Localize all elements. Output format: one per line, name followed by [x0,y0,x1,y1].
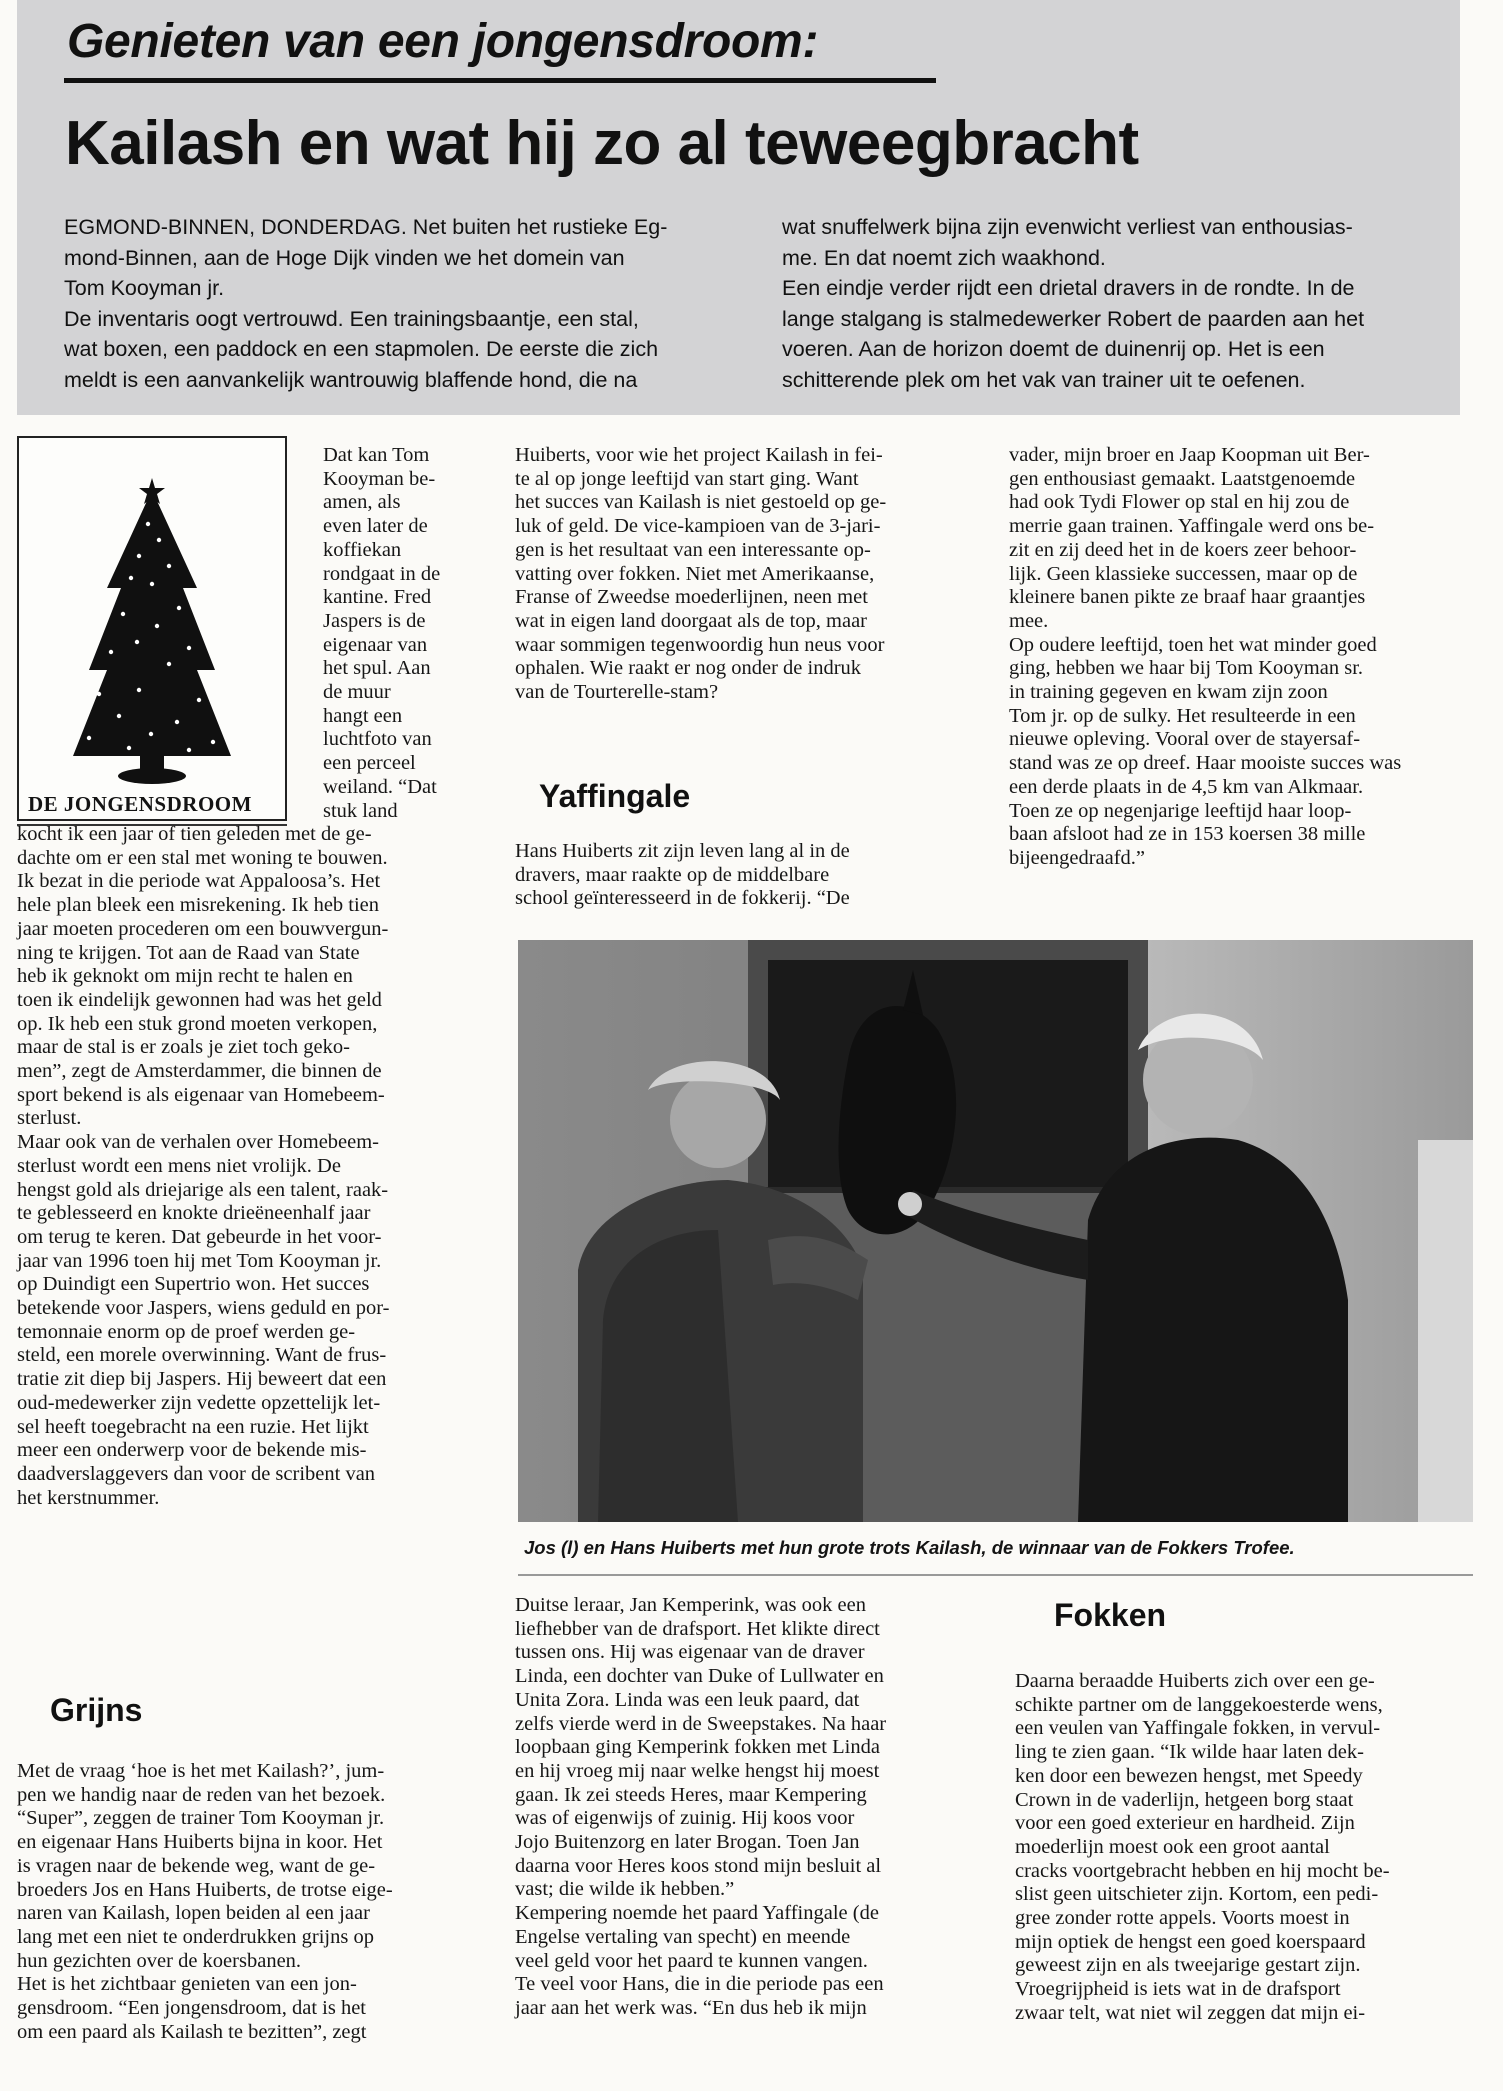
body-line: sport bekend is als eigenaar van Homebeem- [17,1083,385,1106]
body-line: bijeengedraafd.” [1009,846,1146,869]
body-line: gensdroom. “Een jongensdroom, dat is het [17,1997,367,2020]
body-line: pen we handig naar de reden van het bezoek. [17,1783,386,1806]
body-line: nieuwe opleving. Vooral over de stayersaf- [1009,728,1361,751]
col2-bottom-text [515,1594,985,2021]
body-line: stand was ze op dreef. Haar mooiste succes was [1009,752,1402,775]
body-line: eigenaar van [323,633,428,656]
body-line: moederlijn moest ook een groot aantal [1015,1835,1330,1858]
body-line: om terug te keren. Dat gebeurde in het voor- [17,1225,382,1248]
body-line: kantine. Fred [323,586,432,609]
body-line: ling te zien gaan. “Ik wilde haar laten dek- [1015,1741,1364,1764]
body-line: Kempering noemde het paard Yaffingale (de [515,1902,879,1925]
body-line: Hans Huiberts zit zijn leven lang al in de [515,840,850,862]
body-line: was of eigenwijs of zuinig. Hij koos voor [515,1807,855,1830]
body-line: van de Tourterelle-stam? [515,681,719,704]
body-line: vast; die wilde ik hebben.” [515,1878,735,1901]
body-line: gaan. Ik zei steeds Heres, maar Kempering [515,1783,867,1806]
body-line: mijn optiek de hengst een goed koerspaard [1015,1930,1366,1953]
body-line: Maar ook van de verhalen over Homebeem- [17,1131,380,1154]
body-line: Crown in de vaderlijn, hetgeen borg staat [1015,1788,1354,1811]
body-line: steld, een morele overwinning. Want de frus- [17,1344,387,1367]
intro-line: meldt is een aanvankelijk wantrouwig blaffende hond, die na [64,367,638,392]
body-line: kocht ik een jaar of tien geleden met de ge- [17,823,372,845]
body-line: gen is het resultaat van een interessante op- [515,538,871,561]
body-line: hengst gold als driejarige als een talent, raak- [17,1178,389,1201]
body-line: Vroegrijpheid is iets wat in de drafsport [1015,1978,1341,2001]
intro-line: me. En dat noemt zich waakhond. [782,245,1106,270]
body-line: school geïnteresseerd in de fokkerij. “De [515,887,850,910]
body-line: maar de stal is er zoals je ziet toch geko- [17,1036,350,1059]
kicker-underline [64,78,936,83]
body-line: op. Ik heb een stuk grond moeten verkopen, [17,1012,378,1035]
body-line: tussen ons. Hij was eigenaar van de draver [515,1641,865,1664]
body-line: Te veel voor Hans, die in die periode pas een [515,1973,884,1996]
body-line: ophalen. Wie raakt er nog onder de indruk [515,657,862,680]
body-line: daarna voor Heres koos stond mijn besluit al [515,1854,882,1877]
body-line: en eigenaar Hans Huiberts bijna in koor. Het [17,1831,383,1854]
body-line: weiland. “Dat [323,775,437,798]
article-kicker: Genieten van een jongensdroom: [67,15,819,68]
body-line: koffiekan [323,538,402,561]
body-line: even later de [323,515,428,538]
col1-body-text [17,823,489,1510]
article-header [17,0,1460,415]
body-line: geweest zijn en als tweejarige gestart zijn. [1015,1954,1361,1977]
body-line: daadverslaggevers dan voor de scribent van [17,1462,376,1485]
body-line: Kooyman be- [323,467,436,490]
body-line: Engelse vertaling van specht) en meende [515,1925,851,1948]
col2-top-text [515,444,985,705]
body-line: oud-medewerker zijn vedette opzettelijk let- [17,1391,381,1414]
body-line: luchtfoto van [323,728,432,751]
body-line: meer een onderwerp voor de bekende mis- [17,1439,367,1462]
intro-right-column [782,212,1432,395]
body-line: hun gezichten over de koersbanen. [17,1949,302,1972]
body-line: ging, hebben we haar bij Tom Kooyman sr. [1009,657,1364,680]
body-line: Franse of Zweedse moederlijnen, neen met [515,586,868,609]
body-line: Op oudere leeftijd, toen het wat minder goed [1009,633,1377,656]
body-line: mee. [1009,609,1049,632]
body-line: “Super”, zeggen de trainer Tom Kooyman jr. [17,1807,385,1830]
intro-line: schitterende plek om het vak van trainer uit te oefenen. [782,367,1306,392]
body-line: hangt een [323,704,403,727]
body-line: Jaspers is de [323,609,426,632]
body-line: lang met een niet te onderdrukken grijns op [17,1925,374,1948]
body-line: een derde plaats in de 4,5 km van Alkmaar. [1009,775,1364,798]
illustration-caption: DE JONGENSDROOM [28,792,252,816]
col3-top-text [1009,444,1479,871]
body-line: is vragen naar de bekende weg, want de ge- [17,1854,376,1877]
body-line: sterlust wordt een mens niet vrolijk. De [17,1154,341,1177]
body-line: luk of geld. De vice-kampioen van de 3-jari- [515,515,881,538]
intro-line: wat snuffelwerk bijna zijn evenwicht verliest van enthousias- [782,215,1353,239]
body-line: betekende voor Jaspers, wiens geduld en por- [17,1297,390,1320]
body-line: Ik bezat in die periode wat Appaloosa’s. Het [17,870,381,893]
body-line: broeders Jos en Hans Huiberts, de trotse eige- [17,1878,393,1901]
body-line: Jojo Buitenzorg en later Brogan. Toen Jan [515,1831,860,1854]
body-line: Duitse leraar, Jan Kemperink, was ook een [515,1594,866,1616]
body-line: het spul. Aan [323,657,431,680]
body-line: temonnaie enorm op de proef werden ge- [17,1320,356,1343]
body-line: jaar moeten procederen om een bouwvergun- [17,917,389,940]
illustration-box [17,436,287,821]
body-line: Toen ze op negenjarige leeftijd haar loop- [1009,799,1352,822]
body-line: Tom jr. op de sulky. Het resulteerde in een [1009,704,1356,727]
body-line: te geblesseerd en knokte drieëneenhalf jaar [17,1202,371,1225]
body-line: te al op jonge leeftijd van start ging. Want [515,467,859,490]
body-line: stuk land [323,799,398,822]
photo-caption: Jos (l) en Hans Huiberts met hun grote trots Kailash, de winnaar van de Fokkers Trofee. [524,1537,1295,1558]
body-line: op Duindigt een Supertrio won. Het succes [17,1273,370,1296]
intro-line: EGMOND-BINNEN, DONDERDAG. Net buiten het rustieke Eg- [64,215,668,239]
body-line: schikte partner om de langgekoesterde wens, [1015,1693,1383,1716]
body-line: ning te krijgen. Tot aan de Raad van State [17,941,360,964]
body-line: amen, als [323,491,401,514]
horse-photo [518,940,1473,1522]
intro-line: voeren. Aan de horizon doemt de duinenrij op. Het is een [782,337,1325,361]
subhead-fokken: Fokken [1054,1597,1167,1633]
intro-line: lange stalgang is stalmedewerker Robert de paarden aan het [782,306,1365,331]
body-line: kleinere banen pikte ze braaf haar graantjes [1009,586,1366,609]
body-line: lijk. Geen klassieke successen, maar op de [1009,562,1358,585]
body-line: Het is het zichtbaar genieten van een jon- [17,1973,357,1996]
body-line: om een paard als Kailash te bezitten”, zegt [17,2020,367,2043]
body-line: sterlust. [17,1107,82,1130]
body-line: Daarna beraadde Huiberts zich over een ge- [1015,1670,1375,1692]
body-line: sel heeft toegebracht na een ruzie. Het lijkt [17,1415,369,1438]
body-line: Unita Zora. Linda was een leuk paard, dat [515,1688,860,1711]
body-line: jaar aan het werk was. “En dus heb ik mijn [515,1996,867,2019]
col1-after-subhead-text [17,1760,489,2044]
intro-line: Tom Kooyman jr. [64,276,225,300]
body-line: Linda, een dochter van Duke of Lullwater en [515,1665,884,1688]
body-line: zit en zij deed het in de koers zeer behoor- [1009,538,1357,561]
body-line: gree zonder rotte appels. Voorts moest in [1015,1907,1350,1930]
body-line: had ook Tydi Flower op stal en hij zou de [1009,491,1350,514]
body-line: rondgaat in de [323,562,441,585]
body-line: merrie gaan trainen. Yaffingale werd ons be- [1009,515,1375,538]
body-line: wat in eigen land doorgaat als de top, maar [515,609,867,632]
body-line: dravers, maar raakte op de middelbare [515,863,830,886]
body-line: voor een goed exterieur en hardheid. Zijn [1015,1812,1355,1835]
intro-line: De inventaris oogt vertrouwd. Een trainingsbaantje, een stal, [64,306,639,331]
body-line: Huiberts, voor wie het project Kailash in fei- [515,444,883,466]
body-line: ken door een bewezen hengst, met Speedy [1015,1764,1363,1787]
intro-line: Een eindje verder rijdt een drietal dravers in de rondte. In de [782,276,1355,300]
col2-mid-text [515,840,985,911]
body-line: Dat kan Tom [323,444,430,466]
body-line: naren van Kailash, lopen beiden al een jaar [17,1902,370,1925]
body-line: men”, zegt de Amsterdammer, die binnen de [17,1060,382,1083]
subhead-grijns: Grijns [50,1692,143,1728]
body-line: waar sommigen tegenwoordig hun neus voor [515,633,885,656]
body-line: vatting over fokken. Niet met Amerikaanse, [515,562,875,585]
body-line: baan afsloot had ze in 153 koersen 38 mille [1009,823,1366,846]
body-line: hele plan bleek een misrekening. Ik heb tien [17,894,380,917]
body-line: vader, mijn broer en Jaap Koopman uit Ber- [1009,444,1370,466]
body-line: veel geld voor het paard te kunnen vangen. [515,1949,868,1972]
body-line: en hij vroeg mij naar welke hengst hij moest [515,1759,880,1782]
body-line: een veulen van Yaffingale fokken, in vervul- [1015,1717,1381,1740]
body-line: cracks voortgebracht hebben en hij mocht be- [1015,1859,1390,1882]
body-line: dachte om er een stal met woning te bouwen. [17,846,388,869]
subhead-yaffingale: Yaffingale [539,778,691,814]
body-line: heb ik geknokt om mijn recht te halen en [17,965,353,988]
intro-line: mond-Binnen, aan de Hoge Dijk vinden we het domein van [64,245,625,270]
body-line: loopbaan ging Kemperink fokken met Linda [515,1736,880,1759]
body-line: toen ik eindelijk gewonnen had was het geld [17,988,382,1011]
body-line: liefhebber van de drafsport. Het klikte direct [515,1617,880,1640]
body-line: een perceel [323,752,416,775]
body-line: zwaar telt, wat niet wil zeggen dat mijn ei- [1015,2001,1366,2024]
body-line: Met de vraag ‘hoe is het met Kailash?’, jum- [17,1760,385,1782]
col3-bottom-text [1015,1670,1475,2026]
body-line: in training gegeven en kwam zijn zoon [1009,681,1328,704]
christmas-tree-icon [19,438,285,788]
body-line: het succes van Kailash is niet gestoeld op ge- [515,491,887,514]
body-line: slist geen uitschieter zijn. Kortom, een pedi- [1015,1883,1379,1906]
col1-beside-box-text [323,444,440,823]
body-line: de muur [323,681,391,704]
intro-line: wat boxen, een paddock en een stapmolen. De eerste die zich [64,337,659,361]
body-line: gen enthousiast gemaakt. Laatstgenoemde [1009,467,1356,490]
intro-left-column [64,212,744,395]
body-line: zelfs vierde werd in de Sweepstakes. Na haar [515,1712,887,1735]
body-line: het kerstnummer. [17,1486,160,1509]
article-headline: Kailash en wat hij zo al teweegbracht [65,109,1139,178]
photo-caption-rule [518,1574,1473,1576]
body-line: jaar van 1996 toen hij met Tom Kooyman jr. [17,1249,382,1272]
body-line: tratie zit diep bij Jaspers. Hij beweert dat een [17,1368,387,1391]
